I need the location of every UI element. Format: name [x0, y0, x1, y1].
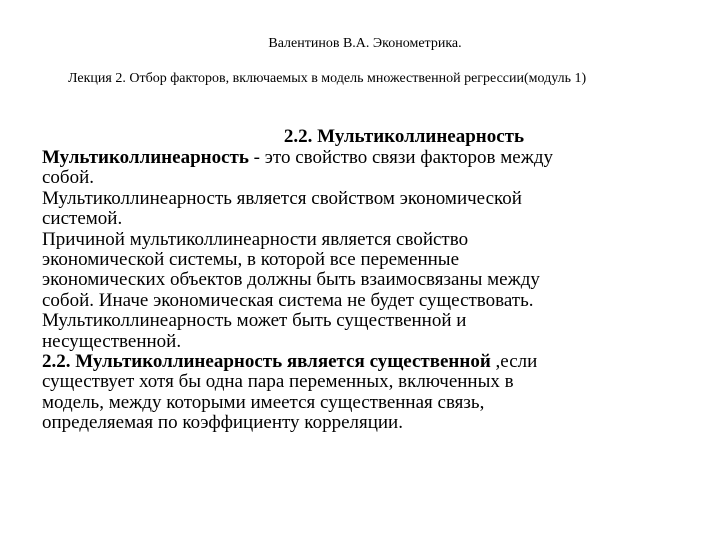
definition-text: - это свойство связи факторов между — [248, 147, 554, 168]
paragraph-cause-line: экономических объектов должны быть взаимосвязаны между — [42, 269, 540, 291]
section-title: 2.2. Мультиколлинеарность — [283, 126, 525, 147]
paragraph-cause-line: собой. Иначе экономическая система не будет существовать. — [42, 289, 534, 311]
term-bold: Мультиколлинеарность — [42, 147, 249, 168]
paragraph-cause-line: Причиной мультиколлинеарности является свойство — [42, 228, 469, 250]
paragraph-significant-line: модель, между которыми имеется существенная связь, — [42, 391, 485, 413]
paragraph-significant-line: существует хотя бы одна пара переменных, включенных в — [42, 371, 514, 393]
paragraph-property-line: Мультиколлинеарность является свойством экономической — [42, 187, 522, 209]
paragraph-significant-line — [42, 352, 682, 372]
header-author-title: Валентинов В.А. Эконометрика. — [268, 36, 462, 51]
paragraph-significant-line: определяемая по коэффициенту корреляции. — [42, 412, 403, 434]
paragraph-cause-line: экономической системы, в которой все переменные — [42, 249, 459, 271]
body-text — [42, 148, 682, 434]
paragraph-definition-line: собой. — [42, 167, 95, 189]
paragraph-types-line: Мультиколлинеарность может быть существенной и — [42, 310, 467, 332]
header-lecture-title: Лекция 2. Отбор факторов, включаемых в модель множественной регрессии(модуль 1) — [68, 71, 587, 86]
paragraph-definition-line — [42, 148, 682, 168]
significant-condition-text: ,если — [490, 351, 538, 373]
paragraph-types-line: несущественной. — [42, 330, 182, 352]
significant-heading-bold: 2.2. Мультиколлинеарность является существенной — [42, 351, 491, 373]
paragraph-property-line: системой. — [42, 208, 123, 230]
